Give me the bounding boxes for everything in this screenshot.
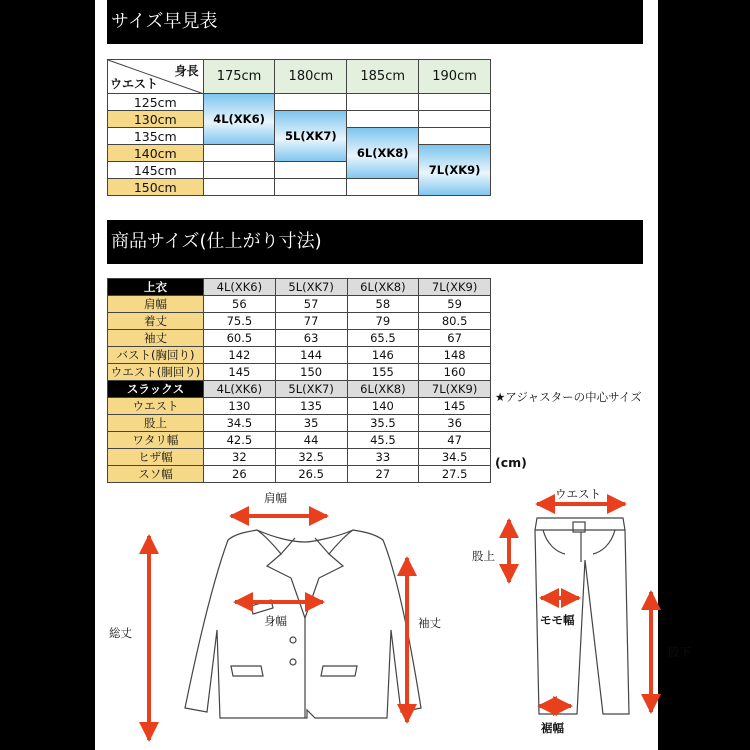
waist-cell: 125cm bbox=[108, 94, 204, 111]
value-cell: 36 bbox=[419, 415, 491, 432]
blank-cell bbox=[419, 94, 491, 111]
value-cell: 35.5 bbox=[347, 415, 419, 432]
value-cell: 60.5 bbox=[204, 330, 276, 347]
value-cell: 32.5 bbox=[275, 449, 347, 466]
section-header: 上衣 bbox=[108, 279, 204, 296]
row-label: バスト(胸回り) bbox=[108, 347, 204, 364]
row-label: ウエスト bbox=[108, 398, 204, 415]
inseam-label: 股下 bbox=[668, 645, 691, 659]
value-cell: 145 bbox=[204, 364, 276, 381]
sleeve-length-label: 袖丈 bbox=[418, 616, 441, 630]
value-cell: 47 bbox=[419, 432, 491, 449]
value-cell: 35 bbox=[275, 415, 347, 432]
blank-cell bbox=[275, 94, 347, 111]
section-header: スラックス bbox=[108, 381, 204, 398]
row-label: 袖丈 bbox=[108, 330, 204, 347]
size-header: 4L(XK6) bbox=[204, 381, 276, 398]
row-label: 着丈 bbox=[108, 313, 204, 330]
value-cell: 26 bbox=[204, 466, 276, 483]
quick-chart-title: サイズ早見表 bbox=[107, 0, 643, 44]
blank-cell bbox=[419, 111, 491, 128]
value-cell: 59 bbox=[419, 296, 491, 313]
blank-cell bbox=[203, 179, 275, 196]
table-row bbox=[108, 432, 491, 449]
product-size-table bbox=[107, 278, 491, 483]
table-row bbox=[108, 449, 491, 466]
size-badge-4l: 4L(XK6) bbox=[203, 94, 275, 145]
size-header: 7L(XK9) bbox=[419, 279, 491, 296]
size-header: 6L(XK8) bbox=[347, 279, 419, 296]
value-cell: 27.5 bbox=[419, 466, 491, 483]
size-badge-6l: 6L(XK8) bbox=[347, 128, 419, 179]
rise-label: 股上 bbox=[472, 549, 495, 563]
row-label: ヒザ幅 bbox=[108, 449, 204, 466]
size-badge-7l: 7L(XK9) bbox=[419, 145, 491, 196]
value-cell: 148 bbox=[419, 347, 491, 364]
waist-cell: 130cm bbox=[108, 111, 204, 128]
value-cell: 79 bbox=[347, 313, 419, 330]
waist-cell: 145cm bbox=[108, 162, 204, 179]
size-header: 4L(XK6) bbox=[204, 279, 276, 296]
value-cell: 145 bbox=[419, 398, 491, 415]
blank-cell bbox=[203, 162, 275, 179]
blank-cell bbox=[347, 111, 419, 128]
measurement-diagram bbox=[95, 470, 658, 750]
value-cell: 56 bbox=[204, 296, 276, 313]
waist-cell: 140cm bbox=[108, 145, 204, 162]
value-cell: 45.5 bbox=[347, 432, 419, 449]
row-label: 股上 bbox=[108, 415, 204, 432]
size-header: 5L(XK7) bbox=[275, 279, 347, 296]
shoulder-label: 肩幅 bbox=[264, 491, 287, 505]
value-cell: 42.5 bbox=[204, 432, 276, 449]
row-label: ワタリ幅 bbox=[108, 432, 204, 449]
table-row bbox=[108, 415, 491, 432]
jacket-drawing bbox=[185, 530, 421, 718]
value-cell: 160 bbox=[419, 364, 491, 381]
row-label: スソ幅 bbox=[108, 466, 204, 483]
blank-cell bbox=[275, 179, 347, 196]
value-cell: 130 bbox=[204, 398, 276, 415]
value-cell: 77 bbox=[275, 313, 347, 330]
value-cell: 63 bbox=[275, 330, 347, 347]
value-cell: 57 bbox=[275, 296, 347, 313]
size-header: 6L(XK8) bbox=[347, 381, 419, 398]
table-row bbox=[108, 94, 491, 111]
table-row bbox=[108, 330, 491, 347]
table-row bbox=[108, 313, 491, 330]
height-axis-label: 身長 bbox=[174, 64, 199, 78]
blank-cell bbox=[203, 145, 275, 162]
table-row bbox=[108, 296, 491, 313]
pants-arrows bbox=[509, 504, 651, 712]
table-row bbox=[108, 111, 491, 128]
value-cell: 150 bbox=[275, 364, 347, 381]
value-cell: 67 bbox=[419, 330, 491, 347]
table-row bbox=[108, 398, 491, 415]
waist-label: ウエスト bbox=[555, 487, 601, 501]
height-header: 190cm bbox=[419, 60, 491, 94]
value-cell: 27 bbox=[347, 466, 419, 483]
value-cell: 75.5 bbox=[204, 313, 276, 330]
size-info-page bbox=[95, 0, 691, 750]
unit-note: (cm) bbox=[495, 455, 527, 470]
waist-cell: 150cm bbox=[108, 179, 204, 196]
corner-header bbox=[108, 60, 204, 94]
height-header: 175cm bbox=[203, 60, 275, 94]
value-cell: 135 bbox=[275, 398, 347, 415]
row-label: 肩幅 bbox=[108, 296, 204, 313]
table-row bbox=[108, 381, 491, 398]
hem-label: 裾幅 bbox=[541, 721, 564, 735]
value-cell: 44 bbox=[275, 432, 347, 449]
value-cell: 65.5 bbox=[347, 330, 419, 347]
table-row bbox=[108, 364, 491, 381]
table-row bbox=[108, 279, 491, 296]
value-cell: 32 bbox=[204, 449, 276, 466]
adjuster-note: ★アジャスターの中心サイズ bbox=[495, 390, 642, 404]
waist-axis-label: ウエスト bbox=[110, 77, 159, 91]
blank-cell bbox=[347, 179, 419, 196]
value-cell: 58 bbox=[347, 296, 419, 313]
height-header: 185cm bbox=[347, 60, 419, 94]
size-header: 7L(XK9) bbox=[419, 381, 491, 398]
value-cell: 33 bbox=[347, 449, 419, 466]
value-cell: 34.5 bbox=[204, 415, 276, 432]
value-cell: 26.5 bbox=[275, 466, 347, 483]
value-cell: 144 bbox=[275, 347, 347, 364]
value-cell: 146 bbox=[347, 347, 419, 364]
total-length-label: 総丈 bbox=[109, 626, 132, 640]
value-cell: 140 bbox=[347, 398, 419, 415]
value-cell: 142 bbox=[204, 347, 276, 364]
body-width-label: 身幅 bbox=[264, 614, 287, 628]
value-cell: 34.5 bbox=[419, 449, 491, 466]
product-size-title: 商品サイズ(仕上がり寸法) bbox=[107, 220, 643, 264]
blank-cell bbox=[347, 94, 419, 111]
size-badge-5l: 5L(XK7) bbox=[275, 111, 347, 162]
row-label: ウエスト(胴回り) bbox=[108, 364, 204, 381]
blank-cell bbox=[275, 162, 347, 179]
table-row bbox=[108, 347, 491, 364]
table-row bbox=[108, 60, 491, 94]
height-header: 180cm bbox=[275, 60, 347, 94]
value-cell: 155 bbox=[347, 364, 419, 381]
blank-cell bbox=[419, 128, 491, 145]
value-cell: 80.5 bbox=[419, 313, 491, 330]
thigh-label: モモ幅 bbox=[540, 613, 575, 627]
size-header: 5L(XK7) bbox=[275, 381, 347, 398]
waist-cell: 135cm bbox=[108, 128, 204, 145]
quick-size-table bbox=[107, 59, 491, 196]
